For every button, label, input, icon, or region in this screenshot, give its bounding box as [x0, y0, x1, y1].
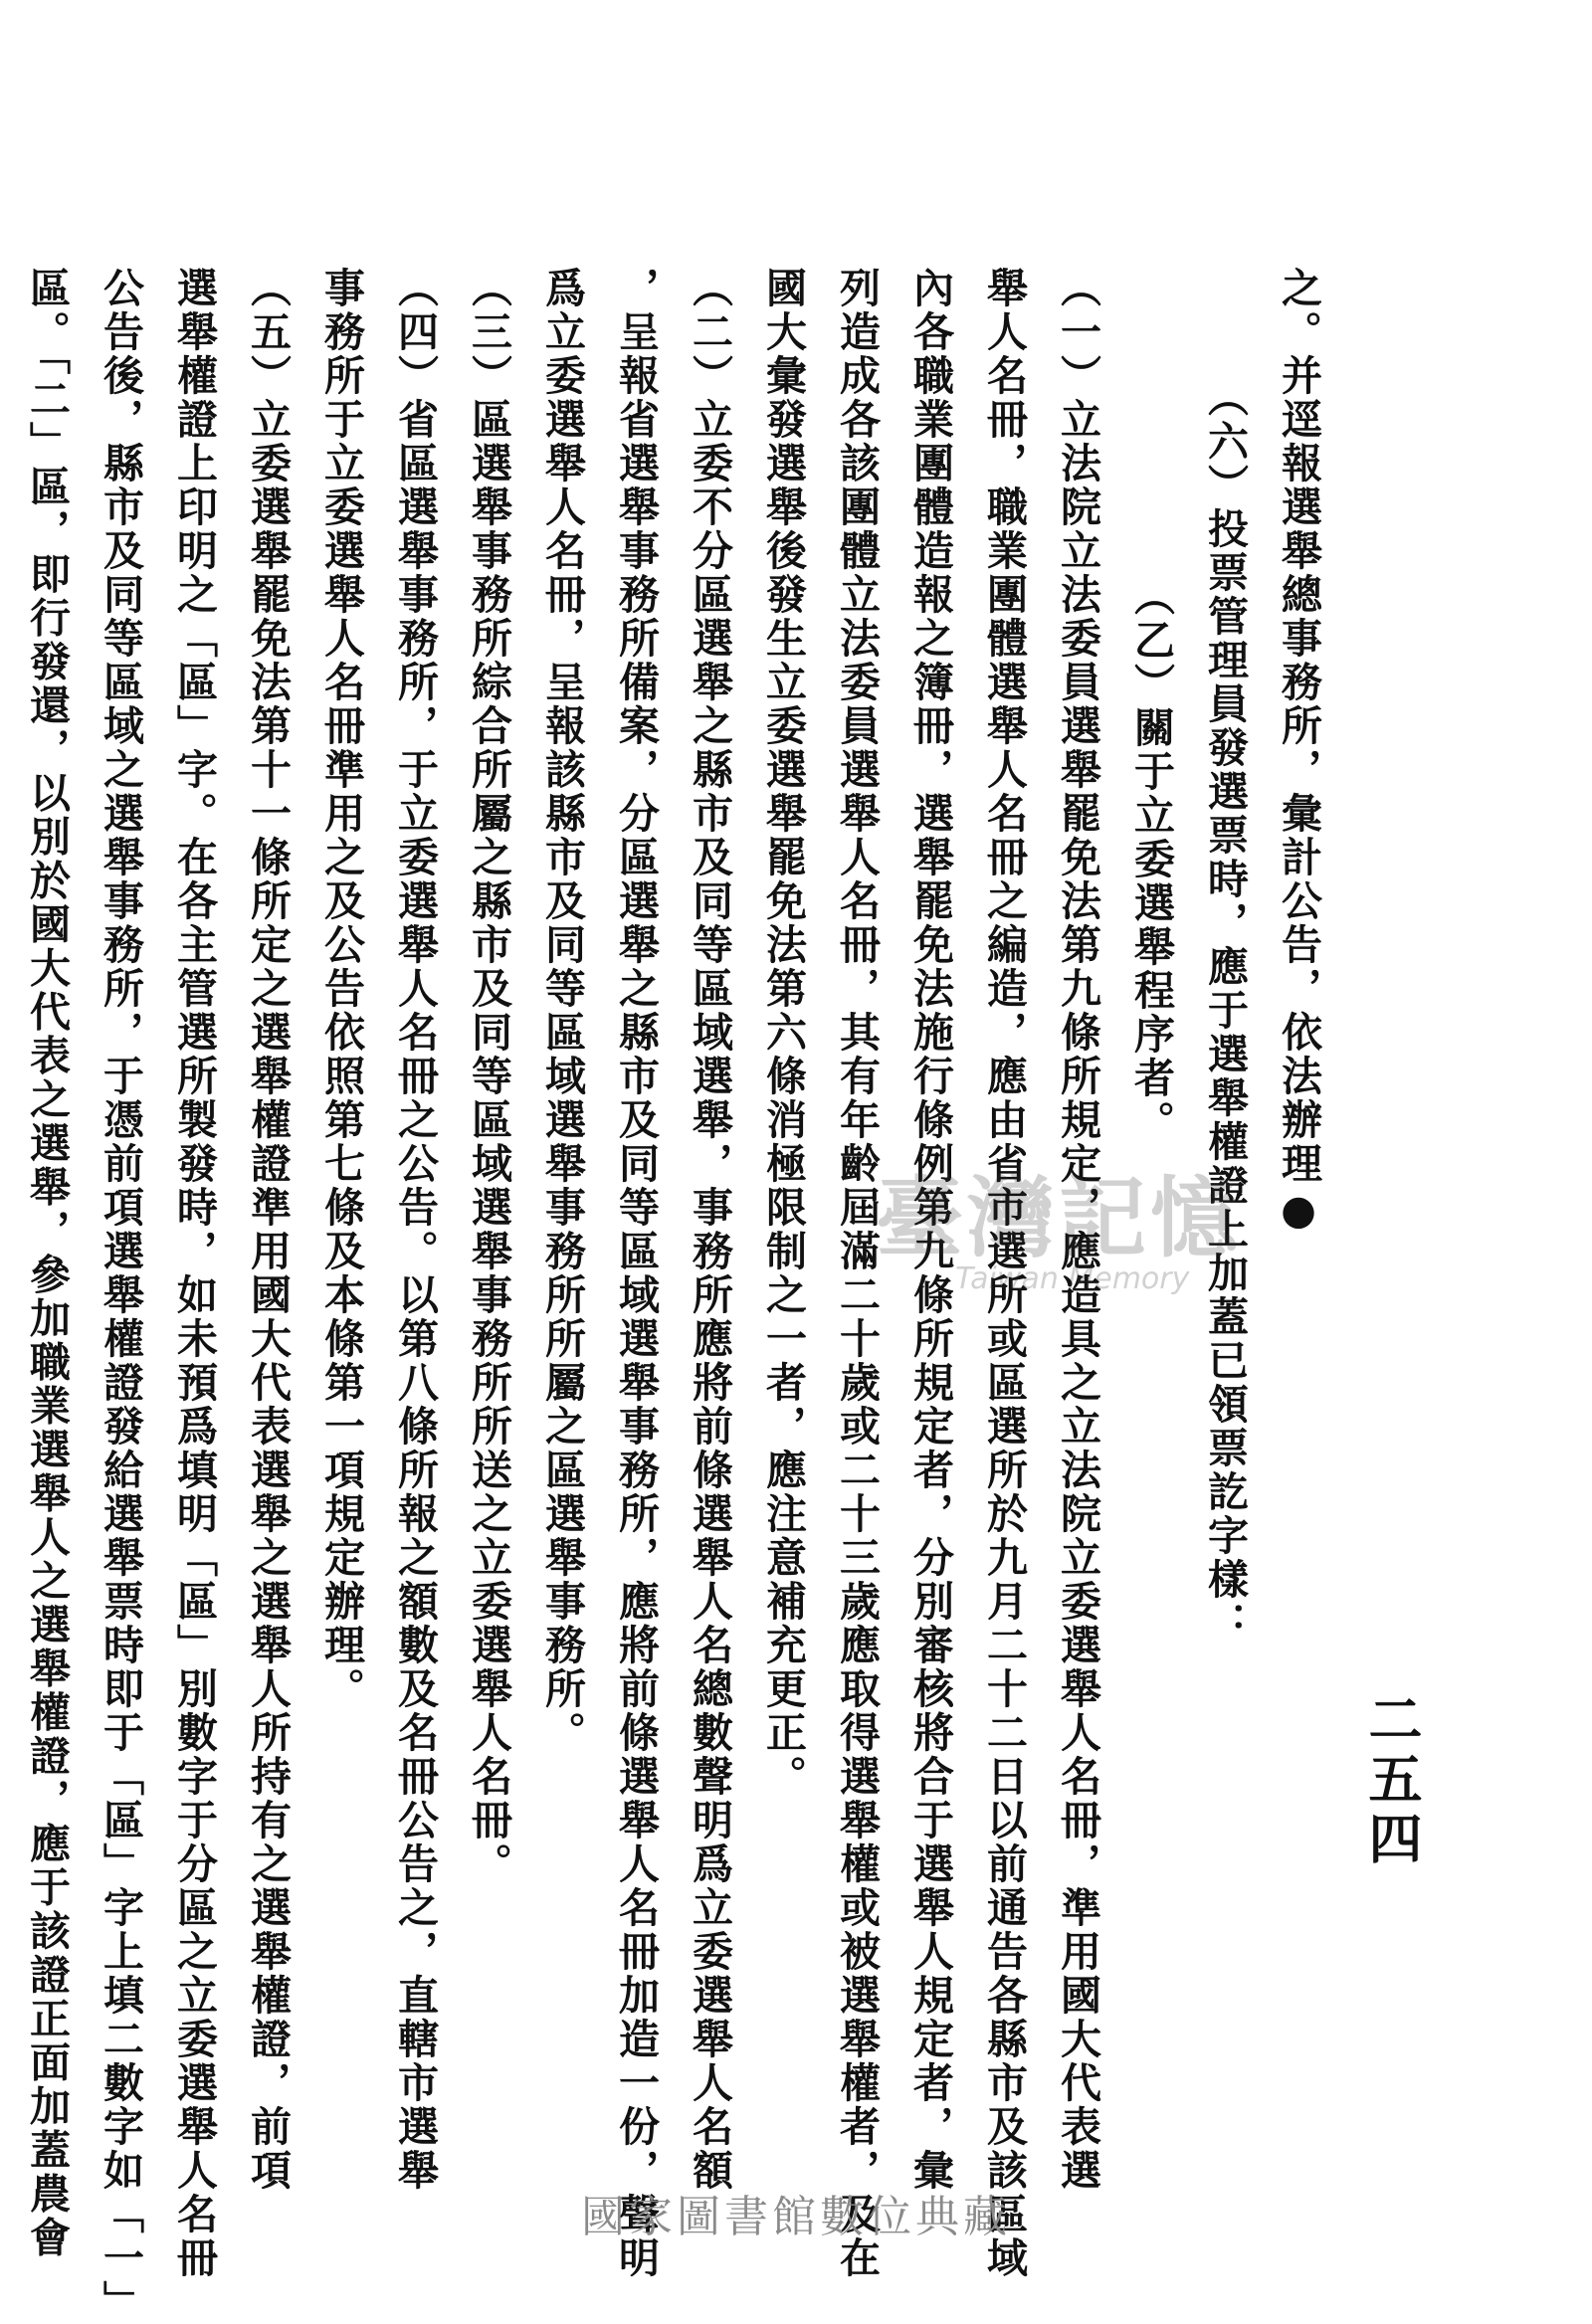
text-column: （六）投票管理員發選票時，應于選舉權證上加蓋已領票訖字樣： [1201, 376, 1249, 1646]
text-column: 舉人名冊，職業團體選舉人名冊之編造，應由省市選所或區選所於九月二十二日以前通告各縣市及該區域 [980, 267, 1028, 2280]
text-column: （四）省區選舉事務所，于立委選舉人名冊之公告。以第八條所報之額數及名冊公告之，直轄市選舉 [391, 267, 439, 2193]
text-column: 公告後，縣市及同等區域之選舉事務所，于憑前項選舉權證發給選舉票時即于「區」字上填二數字如「一」 [97, 267, 144, 2324]
collection-footer: 國家圖書館數位典藏 [581, 2192, 1011, 2242]
text-column: （一）立法院立法委員選舉罷免法第九條所規定，應造具之立法院立委選舉人名冊，準用國大代表選 [1054, 267, 1101, 2193]
text-column: 國大彙發選舉後發生立委選舉罷免法第六條消極限制之一者，應注意補充更正。 [759, 267, 807, 1799]
watermark-chinese: 臺灣記憶 [876, 1166, 1243, 1269]
section-heading: （乙）關于立委選舉程序者。 [1127, 575, 1175, 1144]
text-column: 選舉權證上印明之「區」字。在各主管選所製發時，如未預爲填明「區」別數字于分區之立委選舉人名冊 [170, 267, 218, 2280]
text-column: （五）立委選舉罷免法第十一條所定之選舉權證準用國大代表選舉之選舉人所持有之選舉權證，前項 [244, 267, 292, 2193]
text-column: ，呈報省選舉事務所備案，分區選舉之縣市及同等區域選舉事務所，應將前條選舉人名冊加造一份，聲明 [612, 267, 660, 2280]
text-column: 內各職業團體造報之簿冊，選舉罷免法施行條例第九條所規定者，分別審核將合于選舉人規定者，彙 [906, 267, 954, 2193]
text-column: 之。并逕報選舉總事務所，彙計公告，依法辦理● [1275, 267, 1322, 1237]
text-column: 區。「二」區，即行發還，以別於國大代表之選舉，參加職業選舉人之選舉權證，應于該證正面加蓋農會 [23, 267, 71, 2260]
text-column: （三）區選舉事務所綜合所屬之縣市及同等區域選舉事務所所送之立委選舉人名冊。 [465, 267, 512, 1886]
text-column: （二）立委不分區選舉之縣市及同等區域選舉，事務所應將前條選舉人名總數聲明爲立委選舉人名額 [686, 267, 733, 2193]
text-column: 列造成各該團體立法委員選舉人名冊，其有年齡屆滿二十歲或二十三歲應取得選舉權或被選舉權者，及在 [833, 267, 881, 2280]
text-column: 事務所于立委選舉人名冊準用之及公告依照第七條及本條第一項規定辦理。 [317, 267, 365, 1711]
watermark-english: Taiwan Memory [955, 1261, 1190, 1296]
text-column: 爲立委選舉人名冊，呈報該縣市及同等區域選舉事務所所屬之區選舉事務所。 [538, 267, 586, 1755]
page-number: 二五四 [1360, 1691, 1424, 1870]
